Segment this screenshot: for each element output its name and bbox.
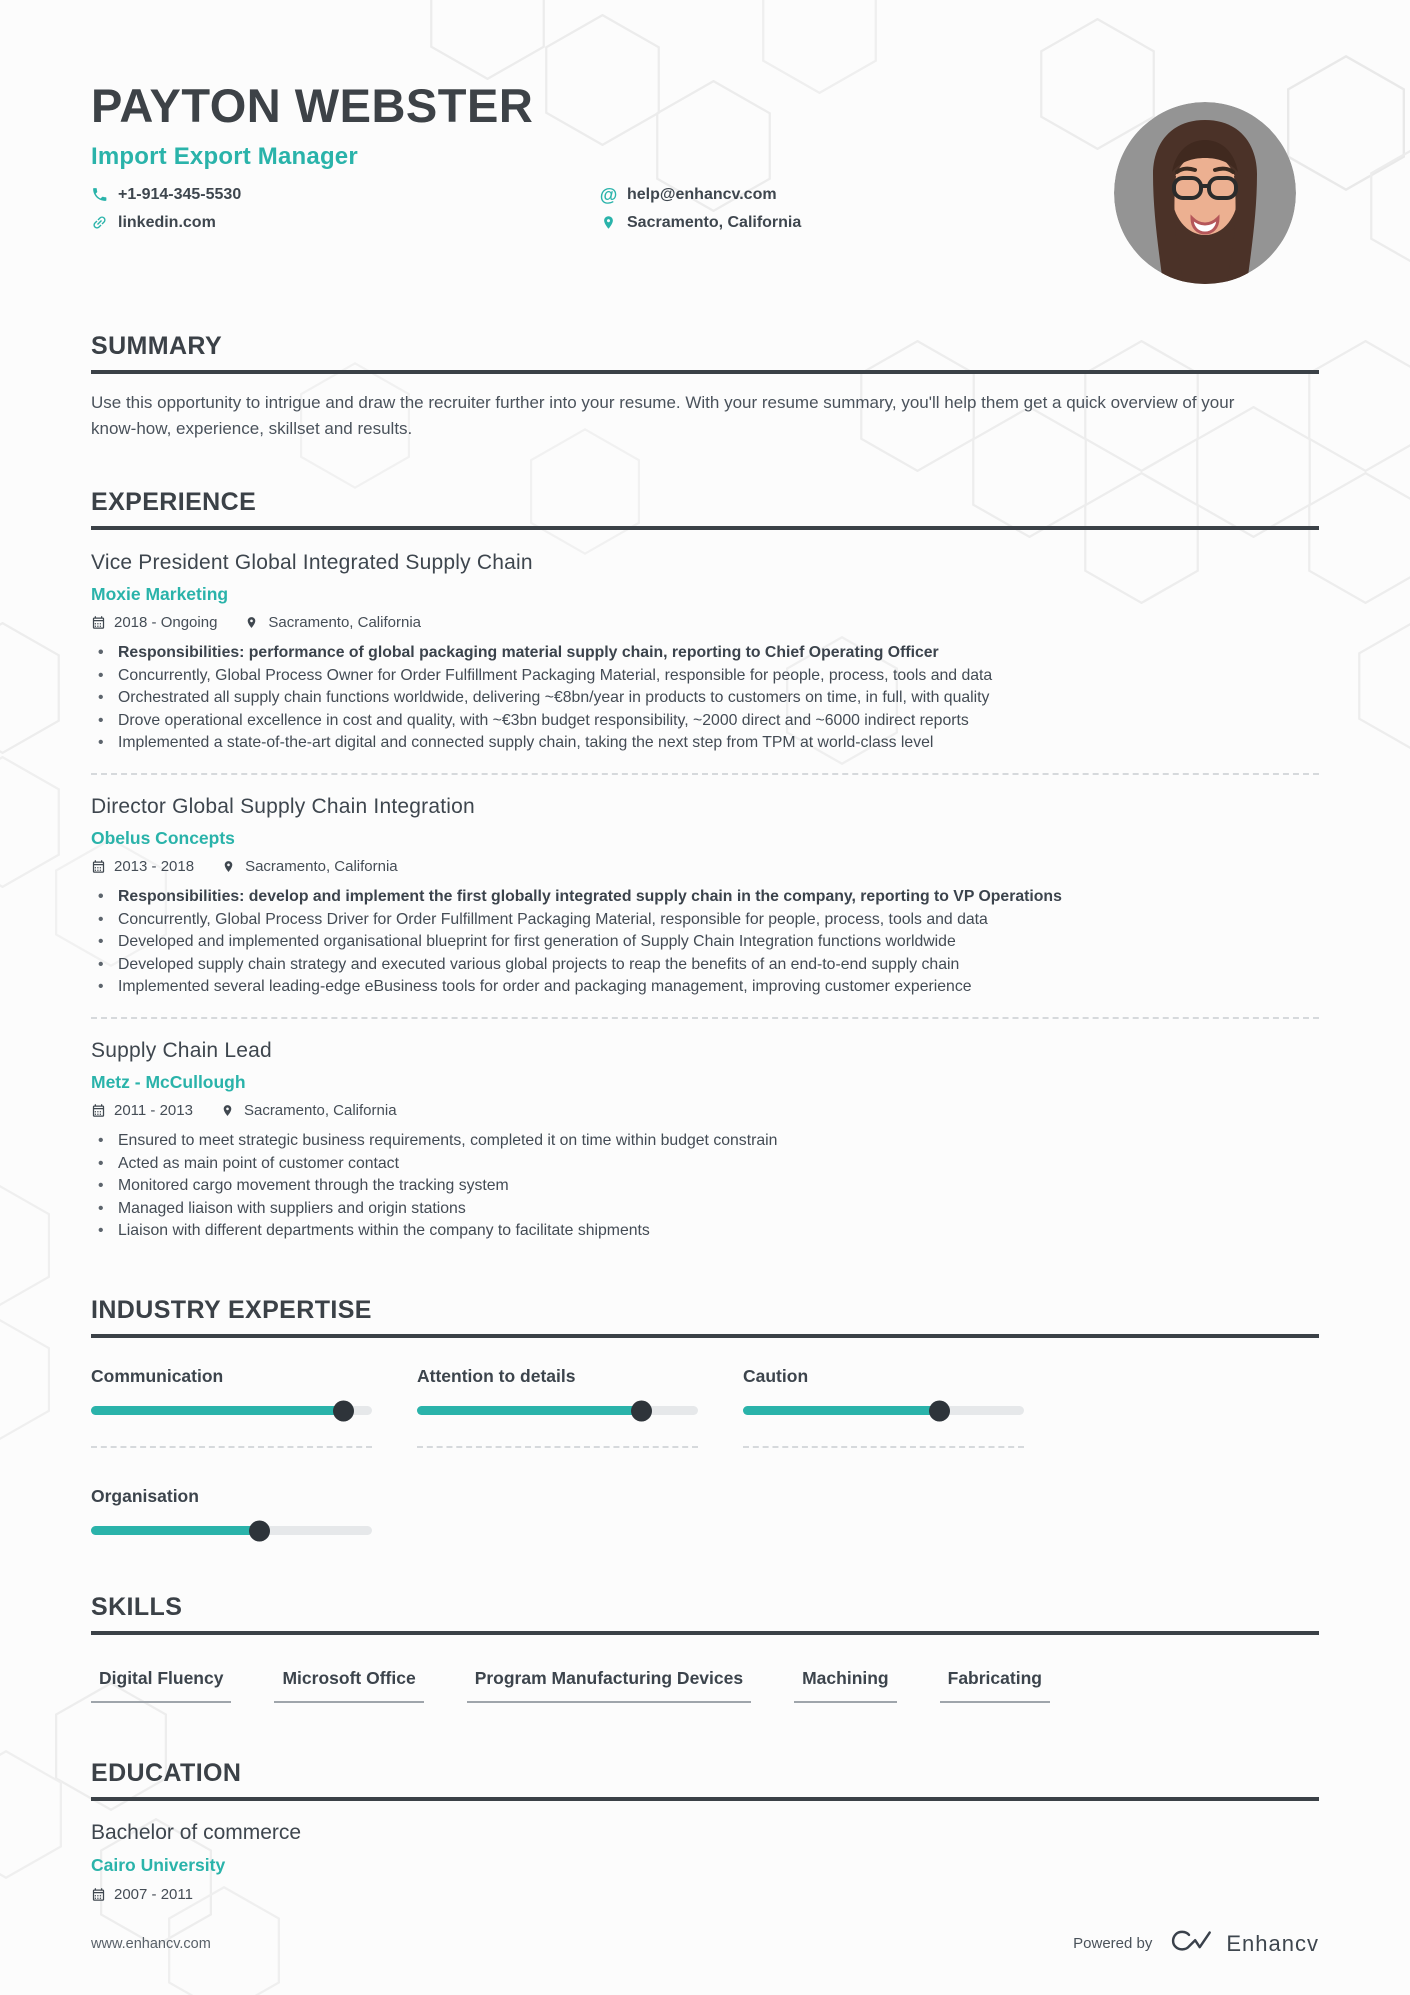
experience-heading: EXPERIENCE xyxy=(91,488,1319,530)
location-text: Sacramento, California xyxy=(627,213,802,231)
skills-section xyxy=(91,1593,1319,1703)
slider-knob xyxy=(249,1520,270,1541)
job-location: Sacramento, California xyxy=(222,858,398,875)
bullet-item: • Implemented a state-of-the-art digital and connected supply chain, taking the next step from TPM at world-class level xyxy=(91,732,1319,754)
bullet-item: • Ensured to meet strategic business requirements, completed it on time within budget constrain xyxy=(91,1130,1319,1152)
job-title: Vice President Global Integrated Supply Chain xyxy=(91,551,533,575)
slider-separator xyxy=(743,1446,1024,1448)
experience-entry xyxy=(91,795,1319,1019)
powered-by[interactable] xyxy=(1073,1926,1319,1961)
job-meta xyxy=(91,614,1319,631)
industry-expertise-section xyxy=(91,1296,1319,1535)
summary-heading: SUMMARY xyxy=(91,332,1319,374)
experience-section xyxy=(91,488,1319,1242)
job-dates: 2011 - 2013 xyxy=(91,1102,193,1119)
bullet-item: • Responsibilities: performance of global packaging material supply chain, reporting to Chief Operating Officer xyxy=(91,642,1319,664)
education-heading: EDUCATION xyxy=(91,1759,1319,1801)
person-name: PAYTON WEBSTER xyxy=(91,79,534,132)
expertise-label: Caution xyxy=(743,1366,809,1387)
bullet-item: • Concurrently, Global Process Driver for Order Fulfillment Packaging Material, responsible for people, process, tools and data xyxy=(91,909,1319,931)
skill-item: Microsoft Office xyxy=(274,1668,423,1703)
education-section xyxy=(91,1759,1319,1903)
job-meta xyxy=(91,858,1319,875)
expertise-item xyxy=(91,1486,372,1535)
contact-phone xyxy=(91,186,600,204)
slider-knob xyxy=(929,1400,950,1421)
summary-section xyxy=(91,332,1319,443)
phone-text: +1-914-345-5530 xyxy=(118,185,242,203)
powered-by-label: Powered by xyxy=(1073,1935,1153,1952)
job-location: Sacramento, California xyxy=(245,614,421,631)
expertise-label: Organisation xyxy=(91,1486,199,1507)
contact-linkedin[interactable] xyxy=(91,214,600,232)
bullet-item: • Drove operational excellence in cost and quality, with ~€3bn budget responsibility, ~2000 direct and ~6000 indirect reports xyxy=(91,710,1319,732)
brand-name: Enhancv xyxy=(1226,1930,1319,1956)
job-bullets xyxy=(91,886,1319,998)
bullet-item: • Orchestrated all supply chain functions worldwide, delivering ~€8bn/year in products to customers on time, in full, with quality xyxy=(91,687,1319,709)
skills-list xyxy=(91,1668,1319,1703)
bullet-item: • Acted as main point of customer contact xyxy=(91,1153,1319,1175)
job-title: Supply Chain Lead xyxy=(91,1039,272,1063)
slider-knob xyxy=(631,1400,652,1421)
location-pin-icon xyxy=(600,214,617,231)
location-pin-icon xyxy=(222,859,237,874)
location-pin-icon xyxy=(221,1103,236,1118)
bullet-item: • Managed liaison with suppliers and origin stations xyxy=(91,1198,1319,1220)
calendar-icon xyxy=(91,1103,106,1118)
job-meta xyxy=(91,1102,1319,1119)
job-location: Sacramento, California xyxy=(221,1102,397,1119)
enhancv-logo-icon xyxy=(1166,1926,1212,1961)
person-job-title: Import Export Manager xyxy=(91,142,358,170)
job-dates: 2018 - Ongoing xyxy=(91,614,217,631)
company-name: Metz - McCullough xyxy=(91,1072,246,1093)
company-name: Obelus Concepts xyxy=(91,828,235,849)
bullet-item: • Liaison with different departments within the company to facilitate shipments xyxy=(91,1220,1319,1242)
linkedin-text: linkedin.com xyxy=(118,213,216,231)
education-meta xyxy=(91,1886,1319,1903)
bullet-item: • Responsibilities: develop and implement the first globally integrated supply chain in the company, reporting to VP Operations xyxy=(91,886,1319,908)
job-bullets xyxy=(91,1130,1319,1242)
skills-heading: SKILLS xyxy=(91,1593,1319,1635)
skill-item: Program Manufacturing Devices xyxy=(467,1668,751,1703)
experience-entry xyxy=(91,551,1319,775)
at-icon: @ xyxy=(599,184,618,205)
job-title: Director Global Supply Chain Integration xyxy=(91,795,475,819)
entry-divider xyxy=(91,773,1319,775)
company-name: Moxie Marketing xyxy=(91,584,229,605)
expertise-sliders xyxy=(91,1366,1319,1535)
avatar xyxy=(1114,102,1296,284)
slider-separator xyxy=(417,1446,698,1448)
expertise-slider xyxy=(417,1406,698,1415)
expertise-slider xyxy=(91,1406,372,1415)
skill-item: Fabricating xyxy=(940,1668,1050,1703)
entry-divider xyxy=(91,1017,1319,1019)
location-pin-icon xyxy=(245,615,260,630)
footer-site-link[interactable]: www.enhancv.com xyxy=(91,1935,211,1952)
expertise-item xyxy=(743,1366,1024,1448)
bullet-item: • Concurrently, Global Process Owner for Order Fulfillment Packaging Material, responsible for people, process, tools and data xyxy=(91,665,1319,687)
summary-text: Use this opportunity to intrigue and draw the recruiter further into your resume. With your resume summary, you'll help them get a quick overview of your know-how, experience, skillset and results. xyxy=(91,392,1235,439)
link-icon xyxy=(91,214,108,231)
expertise-item xyxy=(91,1366,372,1448)
job-bullets xyxy=(91,642,1319,754)
phone-icon xyxy=(91,186,108,203)
calendar-icon xyxy=(91,1887,106,1902)
expertise-slider xyxy=(743,1406,1024,1415)
bullet-item: • Developed supply chain strategy and executed various global projects to reap the benefits of an end-to-end supply chain xyxy=(91,954,1319,976)
experience-entry xyxy=(91,1039,1319,1242)
expertise-slider xyxy=(91,1526,372,1535)
expertise-item xyxy=(417,1366,698,1448)
job-dates: 2013 - 2018 xyxy=(91,858,194,875)
slider-separator xyxy=(91,1446,372,1448)
industry-expertise-heading: INDUSTRY EXPERTISE xyxy=(91,1296,1319,1338)
expertise-label: Communication xyxy=(91,1366,224,1387)
expertise-label: Attention to details xyxy=(417,1366,576,1387)
bullet-item: • Monitored cargo movement through the tracking system xyxy=(91,1175,1319,1197)
bullet-item: • Implemented several leading-edge eBusiness tools for order and packaging management, improving customer experience xyxy=(91,976,1319,998)
school-name: Cairo University xyxy=(91,1855,226,1876)
slider-knob xyxy=(333,1400,354,1421)
calendar-icon xyxy=(91,859,106,874)
education-dates: 2007 - 2011 xyxy=(91,1886,193,1903)
email-text: help@enhancv.com xyxy=(627,185,777,203)
skill-item: Machining xyxy=(794,1668,897,1703)
page-footer xyxy=(91,1926,1319,1961)
calendar-icon xyxy=(91,615,106,630)
degree-title: Bachelor of commerce xyxy=(91,1821,302,1845)
skill-item: Digital Fluency xyxy=(91,1668,231,1703)
bullet-item: • Developed and implemented organisational blueprint for first generation of Supply Chain Integration functions worldwide xyxy=(91,931,1319,953)
